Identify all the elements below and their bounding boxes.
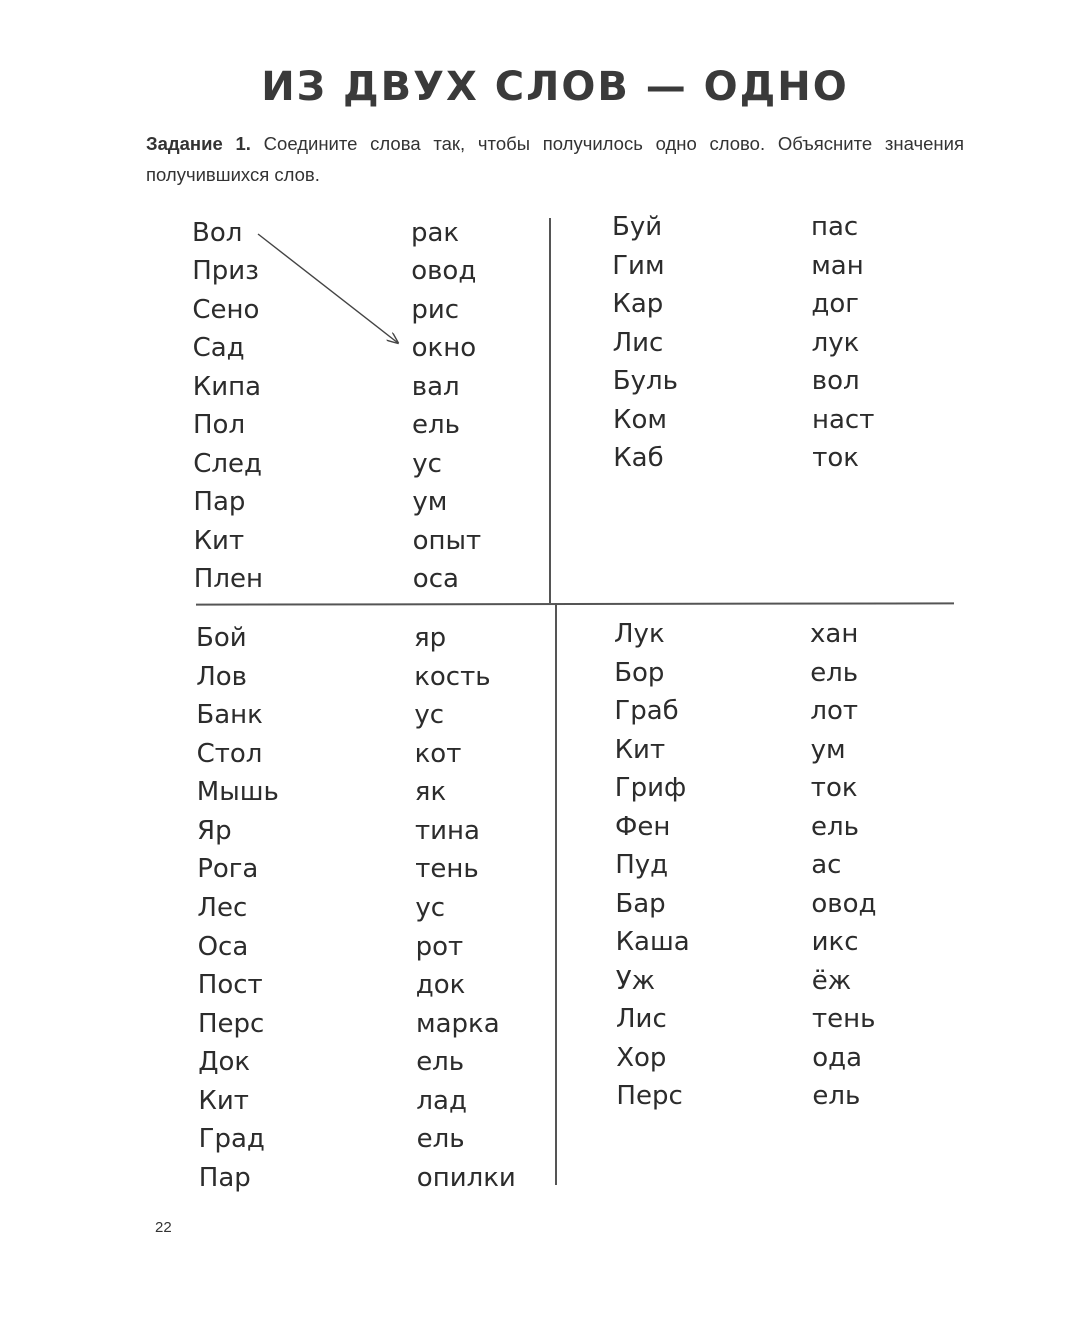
word-top-left-left: Кипа [192, 371, 262, 402]
word-bottom-left-right: лад [416, 1085, 467, 1116]
word-bottom-left-right: ус [415, 893, 446, 923]
word-bottom-right-left: Пуд [615, 850, 669, 880]
word-bottom-left-left: Док [198, 1047, 251, 1078]
word-top-left-right: ум [412, 487, 448, 518]
word-bottom-right-right: ум [810, 734, 846, 765]
word-top-left-right: рак [411, 218, 460, 248]
word-top-right-right: вол [811, 366, 860, 396]
word-top-left-right: овод [411, 256, 477, 287]
word-bottom-right-right: ель [812, 1081, 861, 1111]
word-bottom-left-left: Оса [197, 931, 249, 962]
word-top-left-left: Плен [193, 564, 263, 594]
word-top-right-right: пас [811, 212, 859, 242]
word-bottom-left-left: Мышь [196, 777, 279, 808]
word-bottom-left-right: кот [414, 738, 462, 769]
word-top-left-right: ель [412, 410, 460, 441]
word-top-left-left: Пол [193, 410, 246, 441]
word-top-right-right: наст [812, 404, 875, 435]
word-bottom-left-left: Кит [198, 1085, 249, 1116]
word-bottom-right-left: Уж [615, 965, 656, 996]
task-label: Задание 1. [146, 133, 251, 154]
word-top-left-left: Кит [193, 525, 245, 556]
word-bottom-left-right: ель [416, 1047, 465, 1078]
word-bottom-right-right: ас [811, 850, 842, 880]
word-top-left-right: ус [412, 448, 442, 479]
word-bottom-right-left: Перс [616, 1081, 683, 1111]
word-bottom-right-left: Хор [616, 1042, 667, 1073]
word-top-left-right: опыт [412, 525, 482, 556]
word-top-right-left: Лис [612, 327, 664, 358]
word-bottom-right-right: овод [811, 888, 877, 919]
word-bottom-right-right: тень [812, 1004, 876, 1034]
word-top-left-left: Вол [192, 218, 243, 248]
word-bottom-right-right: ель [811, 811, 859, 842]
word-bottom-left-right: марка [416, 1008, 500, 1039]
word-bottom-right-right: ель [810, 657, 859, 688]
word-top-right-right: лук [811, 327, 860, 358]
word-top-left-left: Пар [193, 487, 246, 518]
word-bottom-left-right: як [414, 777, 447, 808]
word-bottom-right-left: Фен [615, 811, 671, 842]
word-top-right-left: Каб [613, 443, 664, 473]
word-top-right-right: ман [811, 250, 864, 281]
word-bottom-left-right: ус [414, 700, 445, 731]
word-top-right-left: Буль [612, 366, 678, 396]
word-bottom-right-right: ода [812, 1042, 863, 1073]
word-bottom-left-right: тень [415, 854, 479, 885]
word-bottom-right-left: Бар [615, 888, 666, 919]
word-bottom-left-right: яр [414, 623, 447, 653]
word-bottom-left-right: опилки [416, 1163, 516, 1193]
word-bottom-left-right: док [415, 970, 466, 1001]
word-bottom-right-right: икс [811, 927, 859, 957]
word-bottom-left-left: Лес [197, 893, 248, 923]
page-title: ИЗ ДВУХ СЛОВ — ОДНО [261, 64, 849, 110]
word-bottom-right-left: Кит [614, 734, 666, 765]
word-bottom-left-left: Банк [196, 700, 263, 731]
word-top-left-right: рис [411, 294, 460, 325]
word-top-left-left: Сад [192, 333, 245, 364]
word-bottom-left-right: тина [415, 815, 480, 846]
word-bottom-left-right: ель [416, 1124, 465, 1155]
word-bottom-left-left: Лов [196, 661, 247, 692]
word-top-left-left: Приз [192, 256, 259, 287]
word-bottom-left-left: Стол [196, 738, 263, 769]
word-top-right-left: Гим [612, 250, 665, 281]
word-top-right-left: Кар [612, 289, 664, 319]
word-bottom-right-right: ток [810, 773, 858, 803]
word-top-left-right: оса [412, 564, 459, 594]
word-top-right-right: дог [811, 289, 859, 319]
word-bottom-left-left: Град [198, 1124, 265, 1155]
word-bottom-right-right: хан [810, 619, 859, 649]
word-bottom-right-left: Лук [614, 619, 665, 649]
word-bottom-right-left: Каша [615, 927, 690, 957]
word-top-left-left: След [193, 448, 262, 479]
word-top-right-right: ток [812, 443, 859, 473]
word-bottom-left-left: Перс [198, 1008, 265, 1039]
task-text: Соедините слова так, чтобы получилось одно слово. Объясните значения получившихся слов. [146, 133, 964, 185]
word-bottom-left-left: Пар [198, 1163, 251, 1193]
word-top-left-right: окно [411, 333, 477, 364]
word-bottom-left-left: Рога [197, 854, 259, 885]
word-bottom-right-right: лот [810, 696, 859, 726]
word-bottom-right-left: Граб [614, 696, 679, 726]
word-bottom-right-left: Лис [616, 1004, 667, 1034]
word-bottom-left-left: Пост [197, 970, 263, 1001]
word-top-right-left: Буй [612, 212, 663, 242]
word-bottom-right-left: Бор [614, 657, 665, 688]
word-top-left-right: вал [411, 371, 460, 402]
word-bottom-left-left: Яр [197, 815, 232, 846]
word-top-right-left: Ком [613, 404, 667, 435]
word-bottom-left-right: кость [414, 661, 491, 692]
page-number: 22 [155, 1219, 172, 1236]
word-bottom-left-right: рот [415, 931, 464, 962]
word-bottom-left-left: Бой [196, 623, 247, 653]
word-bottom-right-right: ёж [811, 965, 852, 996]
word-bottom-right-left: Гриф [614, 773, 687, 803]
word-top-left-left: Сено [192, 294, 260, 325]
